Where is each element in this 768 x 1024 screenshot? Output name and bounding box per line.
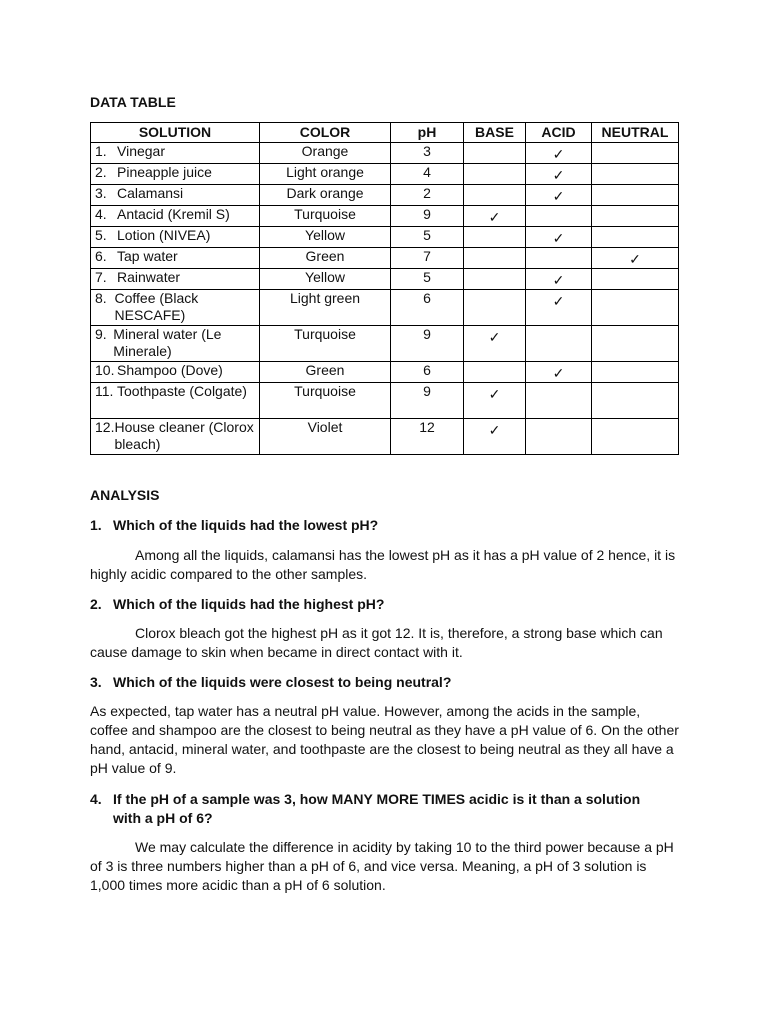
- cell-ph: 2: [391, 185, 464, 206]
- cell-solution: [91, 185, 260, 206]
- cell-acid: [526, 248, 592, 269]
- cell-solution: [91, 269, 260, 290]
- row-number: 2.: [95, 164, 107, 180]
- cell-acid: [526, 383, 592, 419]
- column-header-acid: ACID: [526, 123, 592, 143]
- cell-color: Turquoise: [260, 383, 391, 419]
- cell-solution: [91, 227, 260, 248]
- table-row: [91, 383, 679, 419]
- cell-acid: [526, 185, 592, 206]
- solution-name: House cleaner (Clorox bleach): [114, 419, 254, 452]
- solution-name: Pineapple juice: [117, 164, 212, 180]
- solution-name: Coffee (Black NESCAFE): [114, 290, 199, 323]
- column-header-neutral: NEUTRAL: [592, 123, 679, 143]
- cell-ph: 9: [391, 206, 464, 227]
- cell-acid: [526, 143, 592, 164]
- solution-name: Vinegar: [117, 143, 166, 159]
- checkmark-icon: ✓: [488, 386, 501, 402]
- table-row: [91, 143, 679, 164]
- row-number: 9.: [95, 326, 107, 342]
- cell-neutral: [592, 227, 679, 248]
- answer-2: Clorox bleach got the highest pH as it got 12. It is, therefore, a strong base which can cause damage to skin when became in direct contact with it.: [90, 625, 663, 660]
- cell-solution: [91, 419, 260, 455]
- cell-neutral: [592, 362, 679, 383]
- row-number: 4.: [95, 206, 107, 222]
- cell-ph: 12: [391, 419, 464, 455]
- table-row: [91, 290, 679, 326]
- cell-neutral: [592, 185, 679, 206]
- question-1: [90, 516, 690, 535]
- cell-neutral: [592, 269, 679, 290]
- cell-color: Orange: [260, 143, 391, 164]
- cell-base: [464, 290, 526, 326]
- cell-neutral: [592, 326, 679, 362]
- cell-ph: 6: [391, 290, 464, 326]
- cell-solution: [91, 143, 260, 164]
- solution-name: Shampoo (Dove): [117, 362, 223, 378]
- table-row: [91, 269, 679, 290]
- solution-name: Antacid (Kremil S): [117, 206, 230, 222]
- row-number: 10.: [95, 362, 115, 378]
- cell-solution: [91, 326, 260, 362]
- checkmark-icon: ✓: [488, 422, 501, 438]
- checkmark-icon: ✓: [552, 146, 565, 162]
- cell-base: [464, 185, 526, 206]
- cell-neutral: [592, 290, 679, 326]
- cell-solution: [91, 383, 260, 419]
- cell-ph: 6: [391, 362, 464, 383]
- data-table: [90, 122, 679, 455]
- cell-neutral: [592, 206, 679, 227]
- column-header-solution: SOLUTION: [91, 123, 260, 143]
- cell-color: Turquoise: [260, 326, 391, 362]
- table-row: [91, 326, 679, 362]
- cell-neutral: [592, 248, 679, 269]
- row-number: 11.: [95, 383, 114, 399]
- cell-color: Turquoise: [260, 206, 391, 227]
- cell-solution: [91, 362, 260, 383]
- question-text: If the pH of a sample was 3, how MANY MORE TIMES acidic is it than a solution with a pH of 6?: [113, 791, 641, 826]
- cell-base: [464, 326, 526, 362]
- cell-solution: [91, 290, 260, 326]
- cell-neutral: [592, 143, 679, 164]
- question-text: Which of the liquids were closest to being neutral?: [113, 674, 452, 690]
- cell-color: Dark orange: [260, 185, 391, 206]
- cell-solution: [91, 164, 260, 185]
- cell-acid: [526, 269, 592, 290]
- cell-ph: 5: [391, 227, 464, 248]
- cell-neutral: [592, 419, 679, 455]
- question-number: 1.: [90, 517, 102, 533]
- cell-color: Light orange: [260, 164, 391, 185]
- cell-acid: [526, 206, 592, 227]
- table-row: [91, 227, 679, 248]
- cell-acid: [526, 164, 592, 185]
- cell-acid: [526, 227, 592, 248]
- checkmark-icon: ✓: [488, 329, 501, 345]
- column-header-color: COLOR: [260, 123, 391, 143]
- table-row: [91, 419, 679, 455]
- question-text: Which of the liquids had the lowest pH?: [113, 517, 379, 533]
- cell-color: Light green: [260, 290, 391, 326]
- cell-ph: 4: [391, 164, 464, 185]
- checkmark-icon: ✓: [552, 188, 565, 204]
- cell-color: Green: [260, 362, 391, 383]
- cell-base: [464, 269, 526, 290]
- cell-base: [464, 227, 526, 248]
- cell-acid: [526, 326, 592, 362]
- question-number: 2.: [90, 596, 102, 612]
- question-2: [90, 595, 690, 614]
- cell-ph: 5: [391, 269, 464, 290]
- analysis-heading: ANALYSIS: [90, 487, 160, 503]
- cell-solution: [91, 248, 260, 269]
- row-number: 5.: [95, 227, 107, 243]
- cell-ph: 9: [391, 383, 464, 419]
- cell-color: Yellow: [260, 227, 391, 248]
- checkmark-icon: ✓: [552, 365, 565, 381]
- row-number: 3.: [95, 185, 107, 201]
- answer-1: Among all the liquids, calamansi has the lowest pH as it has a pH value of 2 hence, it is highly acidic compared to the other samples.: [90, 547, 676, 582]
- row-number: 6.: [95, 248, 107, 264]
- column-header-base: BASE: [464, 123, 526, 143]
- solution-name: Lotion (NIVEA): [117, 227, 211, 243]
- table-row: [91, 164, 679, 185]
- checkmark-icon: ✓: [552, 293, 565, 309]
- row-number: 12.: [95, 419, 115, 435]
- table-row: [91, 206, 679, 227]
- question-3: [90, 673, 690, 692]
- table-row: [91, 248, 679, 269]
- cell-ph: 9: [391, 326, 464, 362]
- solution-name: Mineral water (Le Minerale): [113, 326, 222, 359]
- table-row: [91, 185, 679, 206]
- cell-ph: 7: [391, 248, 464, 269]
- table-header-row: [91, 123, 679, 143]
- checkmark-icon: ✓: [552, 230, 565, 246]
- cell-base: [464, 143, 526, 164]
- cell-color: Violet: [260, 419, 391, 455]
- solution-name: Toothpaste (Colgate): [117, 383, 247, 399]
- answer-3: As expected, tap water has a neutral pH value. However, among the acids in the sample, coffee and shampoo are the closest to being neutral as they have a pH value of 6. On the other hand, antacid, mineral water, and toothpaste are the closest to being neutral as they all have a pH value of 9.: [90, 703, 679, 776]
- cell-base: [464, 206, 526, 227]
- row-number: 7.: [95, 269, 107, 285]
- answer-4: We may calculate the difference in acidity by taking 10 to the third power because a pH of 3 is three numbers higher than a pH of 6, and vice versa. Meaning, a pH of 3 solution is 1,000 times more acidic than a pH of 6 solution.: [90, 839, 674, 893]
- cell-acid: [526, 419, 592, 455]
- solution-name: Rainwater: [117, 269, 181, 285]
- cell-ph: 3: [391, 143, 464, 164]
- cell-color: Green: [260, 248, 391, 269]
- solution-name: Tap water: [117, 248, 178, 264]
- cell-acid: [526, 362, 592, 383]
- checkmark-icon: ✓: [552, 167, 565, 183]
- table-row: [91, 362, 679, 383]
- cell-base: [464, 383, 526, 419]
- row-number: 8.: [95, 290, 107, 306]
- question-number: 4.: [90, 791, 102, 807]
- cell-color: Yellow: [260, 269, 391, 290]
- cell-neutral: [592, 383, 679, 419]
- question-text: Which of the liquids had the highest pH?: [113, 596, 385, 612]
- data-table-heading: DATA TABLE: [90, 94, 176, 110]
- cell-base: [464, 164, 526, 185]
- question-4: [90, 790, 690, 828]
- checkmark-icon: ✓: [488, 209, 501, 225]
- solution-name: Calamansi: [117, 185, 184, 201]
- checkmark-icon: ✓: [552, 272, 565, 288]
- row-number: 1.: [95, 143, 107, 159]
- table-body: [91, 143, 679, 455]
- cell-neutral: [592, 164, 679, 185]
- cell-base: [464, 362, 526, 383]
- cell-base: [464, 248, 526, 269]
- question-number: 3.: [90, 674, 102, 690]
- cell-acid: [526, 290, 592, 326]
- cell-base: [464, 419, 526, 455]
- checkmark-icon: ✓: [629, 251, 641, 267]
- cell-solution: [91, 206, 260, 227]
- column-header-ph: pH: [391, 123, 464, 143]
